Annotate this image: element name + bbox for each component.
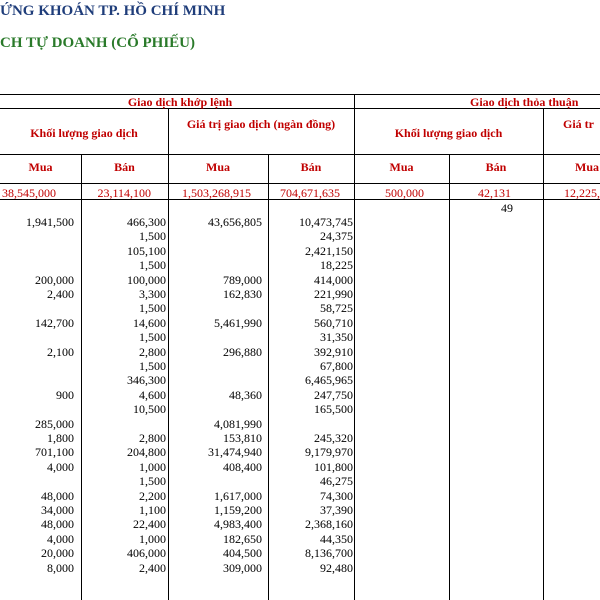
cell-matched-sell-volume: 204,800 — [127, 445, 166, 460]
cell-matched-buy-volume: 20,000 — [41, 546, 74, 561]
cell-matched-buy-value: 1,159,200 — [214, 503, 262, 517]
cell-matched-buy-value: 182,650 — [223, 531, 262, 546]
cell-matched-buy-volume: 701,100 — [35, 445, 74, 460]
cell-matched-sell-volume: 406,000 — [127, 546, 166, 561]
cell-matched-buy-value: 4,983,400 — [214, 517, 262, 532]
cell-matched-sell-value: 9,179,970 — [305, 445, 353, 460]
cell-matched-buy-volume — [0, 229, 74, 243]
cell-matched-buy-volume: 1,941,500 — [26, 215, 74, 229]
cell-matched-sell-value: 67,800 — [320, 359, 353, 373]
cell-matched-buy-volume: 142,700 — [35, 315, 74, 330]
cell-matched-buy-value: 1,617,000 — [214, 488, 262, 503]
cell-matched-buy-volume: 200,000 — [35, 272, 74, 287]
cell-matched-sell-value: 8,136,700 — [305, 546, 353, 561]
cell-matched-sell-value: 44,350 — [320, 531, 353, 546]
cell-matched-sell-volume: 466,300 — [127, 215, 166, 229]
stray-value: 49 — [501, 201, 513, 215]
subheader-buy: Mua — [389, 160, 414, 174]
column-header-rule — [0, 154, 600, 155]
matched-volume-header: Khối lượng giao dịch — [30, 126, 138, 140]
total-matched-buy-volume: 38,545,000 — [2, 186, 56, 200]
subheader-buy: Mua — [575, 160, 599, 174]
cell-matched-sell-value: 58,725 — [320, 301, 353, 316]
cell-matched-buy-value: 31,474,940 — [208, 445, 262, 460]
cell-matched-sell-volume: 3,300 — [139, 287, 166, 301]
cell-matched-sell-value: 37,390 — [320, 503, 353, 517]
cell-matched-buy-value: 48,360 — [229, 387, 262, 402]
total-matched-sell-volume: 23,114,100 — [97, 186, 151, 200]
cell-matched-sell-value — [268, 417, 353, 431]
total-negotiated-buy-volume: 500,000 — [385, 186, 424, 200]
cell-matched-buy-volume — [0, 402, 74, 416]
cell-matched-sell-volume: 1,500 — [139, 301, 166, 316]
cell-matched-buy-value: 4,081,990 — [214, 416, 262, 431]
cell-matched-sell-value: 392,910 — [314, 344, 353, 359]
cell-matched-buy-volume — [0, 373, 74, 387]
cell-matched-sell-value: 18,225 — [320, 258, 353, 273]
cell-matched-sell-volume: 22,400 — [133, 517, 166, 532]
cell-matched-sell-value: 245,320 — [314, 431, 353, 445]
subheader-rule — [0, 183, 600, 184]
cell-matched-buy-volume: 285,000 — [35, 416, 74, 431]
negotiated-value-header: Giá tr — [563, 117, 594, 131]
cell-matched-sell-volume — [81, 417, 166, 431]
cell-matched-sell-volume: 105,100 — [127, 243, 166, 258]
cell-matched-sell-value: 31,350 — [320, 330, 353, 345]
cell-matched-buy-volume: 48,000 — [41, 488, 74, 503]
cell-matched-sell-value: 221,990 — [314, 287, 353, 301]
cell-matched-sell-value: 46,275 — [320, 474, 353, 489]
cell-matched-buy-volume — [0, 244, 74, 258]
cell-matched-buy-volume: 4,000 — [47, 531, 74, 546]
cell-matched-sell-value: 2,421,150 — [305, 243, 353, 258]
matched-value-header: Giá trị giao dịch (ngàn đồng) — [186, 117, 336, 131]
cell-matched-buy-value: 43,656,805 — [208, 215, 262, 229]
col-divider — [449, 154, 450, 600]
total-matched-sell-value: 704,671,635 — [280, 186, 340, 200]
negotiated-volume-header: Khối lượng giao dịch — [394, 126, 503, 140]
cell-matched-buy-value — [168, 373, 262, 387]
cell-matched-sell-volume: 10,500 — [133, 402, 166, 417]
cell-matched-sell-value: 101,800 — [314, 459, 353, 474]
subheader-buy: Mua — [206, 160, 230, 174]
col-divider — [543, 108, 544, 600]
cell-matched-sell-value: 24,375 — [320, 229, 353, 244]
cell-matched-sell-volume: 1,500 — [139, 258, 166, 273]
cell-matched-sell-volume: 2,200 — [139, 488, 166, 503]
cell-matched-buy-volume — [0, 474, 74, 488]
cell-matched-sell-value: 6,465,965 — [305, 373, 353, 388]
cell-matched-buy-volume: 4,000 — [47, 459, 74, 474]
cell-matched-sell-value: 414,000 — [314, 272, 353, 287]
cell-matched-sell-volume: 100,000 — [127, 272, 166, 287]
cell-matched-sell-volume: 1,500 — [139, 330, 166, 345]
matched-group-header: Giao dịch khớp lệnh — [127, 95, 233, 109]
report-title-line1: ỨNG KHOÁN TP. HỒ CHÍ MINH — [0, 3, 226, 19]
cell-matched-buy-value — [168, 301, 262, 315]
cell-matched-buy-volume — [0, 359, 74, 373]
total-matched-buy-value: 1,503,268,915 — [182, 186, 251, 200]
cell-matched-buy-value: 789,000 — [223, 272, 262, 287]
total-negotiated-buy-value: 12,225, — [564, 186, 600, 200]
cell-matched-buy-volume: 2,100 — [47, 344, 74, 359]
cell-matched-buy-value: 153,810 — [223, 431, 262, 445]
cell-matched-sell-value: 560,710 — [314, 315, 353, 330]
cell-matched-buy-volume — [0, 258, 74, 272]
cell-matched-buy-value: 296,880 — [223, 344, 262, 359]
cell-matched-buy-value — [168, 474, 262, 488]
cell-matched-sell-volume: 2,800 — [139, 431, 166, 445]
cell-matched-buy-value: 5,461,990 — [214, 315, 262, 330]
cell-matched-sell-volume: 2,800 — [139, 344, 166, 359]
cell-matched-buy-value: 408,400 — [223, 459, 262, 474]
cell-matched-buy-value: 309,000 — [223, 560, 262, 575]
cell-matched-buy-volume: 900 — [56, 387, 74, 402]
cell-matched-buy-volume — [0, 301, 74, 315]
cell-matched-sell-volume: 1,100 — [139, 503, 166, 517]
subheader-sell: Bán — [485, 160, 507, 174]
cell-matched-sell-value: 2,368,160 — [305, 517, 353, 532]
cell-matched-buy-volume: 48,000 — [41, 517, 74, 532]
subheader-sell: Bán — [300, 160, 322, 174]
report-title-line2: CH TỰ DOANH (CỔ PHIẾU) — [0, 35, 195, 51]
cell-matched-buy-value — [168, 359, 262, 373]
cell-matched-sell-volume: 1,500 — [139, 474, 166, 489]
cell-matched-sell-volume: 2,400 — [139, 560, 166, 575]
cell-matched-sell-volume: 14,600 — [133, 315, 166, 330]
cell-matched-buy-value: 404,500 — [223, 546, 262, 561]
cell-matched-sell-volume: 1,500 — [139, 359, 166, 373]
cell-matched-buy-value — [168, 402, 262, 416]
cell-matched-sell-value: 165,500 — [314, 402, 353, 417]
cell-matched-sell-value: 92,480 — [320, 560, 353, 575]
cell-matched-buy-volume — [0, 330, 74, 344]
cell-matched-buy-volume: 8,000 — [47, 560, 74, 575]
subheader-buy: Mua — [28, 160, 53, 174]
subheader-sell: Bán — [114, 160, 135, 174]
cell-matched-buy-volume: 1,800 — [47, 431, 74, 445]
cell-matched-sell-volume: 1,000 — [139, 459, 166, 474]
cell-matched-sell-volume: 346,300 — [127, 373, 166, 388]
negotiated-group-header: Giao dịch thỏa thuận — [470, 95, 579, 109]
cell-matched-buy-volume: 34,000 — [41, 503, 74, 517]
cell-matched-buy-volume: 2,400 — [47, 287, 74, 301]
cell-matched-sell-volume: 4,600 — [139, 387, 166, 402]
cell-matched-sell-volume: 1,500 — [139, 229, 166, 244]
cell-matched-sell-volume: 1,000 — [139, 531, 166, 546]
cell-matched-sell-value: 247,750 — [314, 387, 353, 402]
total-negotiated-sell-volume: 42,131 — [478, 186, 511, 200]
cell-matched-buy-value — [168, 229, 262, 243]
cell-matched-buy-value — [168, 244, 262, 258]
cell-matched-sell-value: 10,473,745 — [299, 215, 353, 229]
cell-matched-sell-value: 74,300 — [320, 488, 353, 503]
cell-matched-buy-value: 162,830 — [223, 287, 262, 301]
cell-matched-buy-value — [168, 258, 262, 272]
cell-matched-buy-value — [168, 330, 262, 344]
